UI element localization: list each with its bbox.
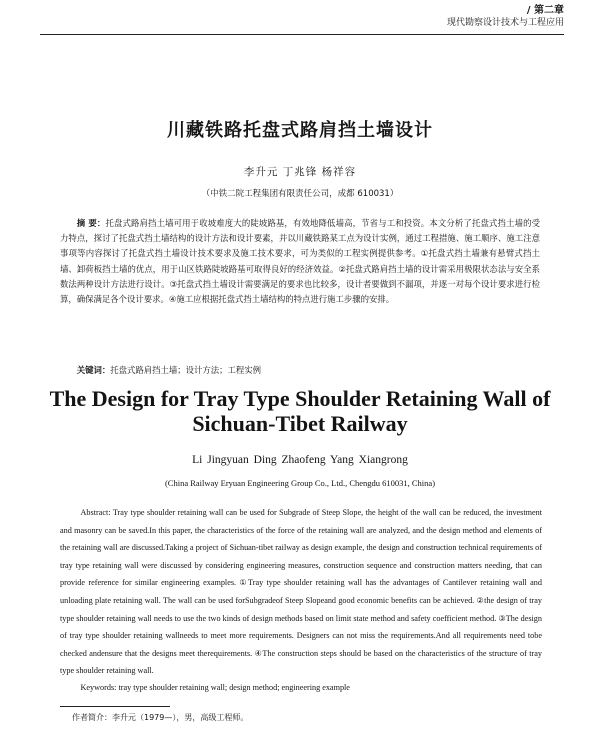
authors-cn: 李升元 丁兆锋 杨祥容: [243, 166, 357, 178]
paper-title-en: The Design for Tray Type Shoulder Retaining Wall of Sichuan-Tibet Railway: [49, 386, 551, 436]
keywords-en-label: Keywords:: [80, 683, 117, 692]
abstract-cn: [60, 216, 540, 307]
book-title: 现代勘察设计技术与工程应用: [446, 18, 564, 28]
keywords-cn: [60, 363, 540, 377]
keywords-cn-text: 托盘式路肩挡土墙；设计方法；工程实例: [110, 365, 262, 375]
affiliation-cn: （中铁二院工程集团有限责任公司，成都 610031）: [201, 189, 399, 199]
footnote-rule: [60, 706, 170, 707]
abstract-en-text: Tray type shoulder retaining wall can be used for Subgrade of Steep Slope, the height of the wall can be reduced, the investment and masonry can be saved.In this paper, the characteristics of the force of the retaining wall are analyzed, and the design method and elements of the retaining wall are discussed.Taking a project of Sichuan-tibet railway as design example, the design and construction technical requirements of tray type retaining wall were discussed by considering engineering measures, construction sequence and construction matters needing, that can provide reference for similar engineering examples. ①Tray type shoulder retaining wall has the advantages of Cantilever retaining wall and unloading plate retaining wall. The wall can be used forSubgradeof Steep Slopeand good economic benefits can be achieved. ②the design of tray type shoulder retaining wall needs to use the two kinds of design methods based on limit state method and safety coefficient method. ③The design of tray type shoulder retaining wallneeds to meet more requirements. Designers can not miss the requirements.And all requirements need tobe checked andensure that the designs meet therequirements. ④The construction steps should be based on the characteristics of the structure of tray type shoulder retaining wall.: [60, 508, 543, 676]
abstract-cn-label: 摘 要：: [76, 218, 106, 228]
paper-title-cn: 川藏铁路托盘式路肩挡土墙设计: [167, 120, 433, 141]
affiliation-en: (China Railway Eryuan Engineering Group Co., Ltd., Chengdu 610031, China): [164, 478, 436, 488]
abstract-en: [60, 504, 542, 680]
keywords-en-text: tray type shoulder retaining wall; design method; engineering example: [118, 683, 350, 692]
keywords-en: [60, 681, 542, 695]
abstract-cn-text: 托盘式路肩挡土墙可用于收坡难度大的陡坡路基，有效地降低墙高，节省与工和投资。本文分析了托盘式挡土墙的受力特点，探讨了托盘式挡土墙结构的设计方法和设计要素，并以川藏铁路某工点为设计实例，通过工程措施、施工顺序、施工注意事项等内容探讨了托盘式挡土墙设计技术要求及施工技术要求，可为类似的工程实例提供参考。①托盘式挡土墙兼有悬臂式挡土墙、卸荷板挡土墙的优点，用于山区铁路陡坡路基可取得良好的经济效益。②托盘式路肩挡土墙的设计需采用极限状态法与安全系数法两种设计方法进行设计。③托盘式挡土墙设计需要满足的要求也比较多，设计者要做到不漏项，并逐一对每个设计要求进行检算，确保满足各个设计要求。④施工应根据托盘式挡土墙结构的特点进行施工步骤的安排。: [60, 218, 540, 305]
running-header: [447, 4, 564, 29]
author-footnote: 作者简介：李升元（1979—），男，高级工程师。: [72, 713, 249, 722]
authors-en: Li Jingyuan Ding Zhaofeng Yang Xiangrong: [192, 454, 408, 466]
chapter-label: / 第二章: [526, 5, 564, 16]
abstract-en-label: Abstract:: [80, 508, 111, 517]
keywords-cn-label: 关键词：: [76, 365, 111, 375]
header-rule: [40, 34, 564, 35]
